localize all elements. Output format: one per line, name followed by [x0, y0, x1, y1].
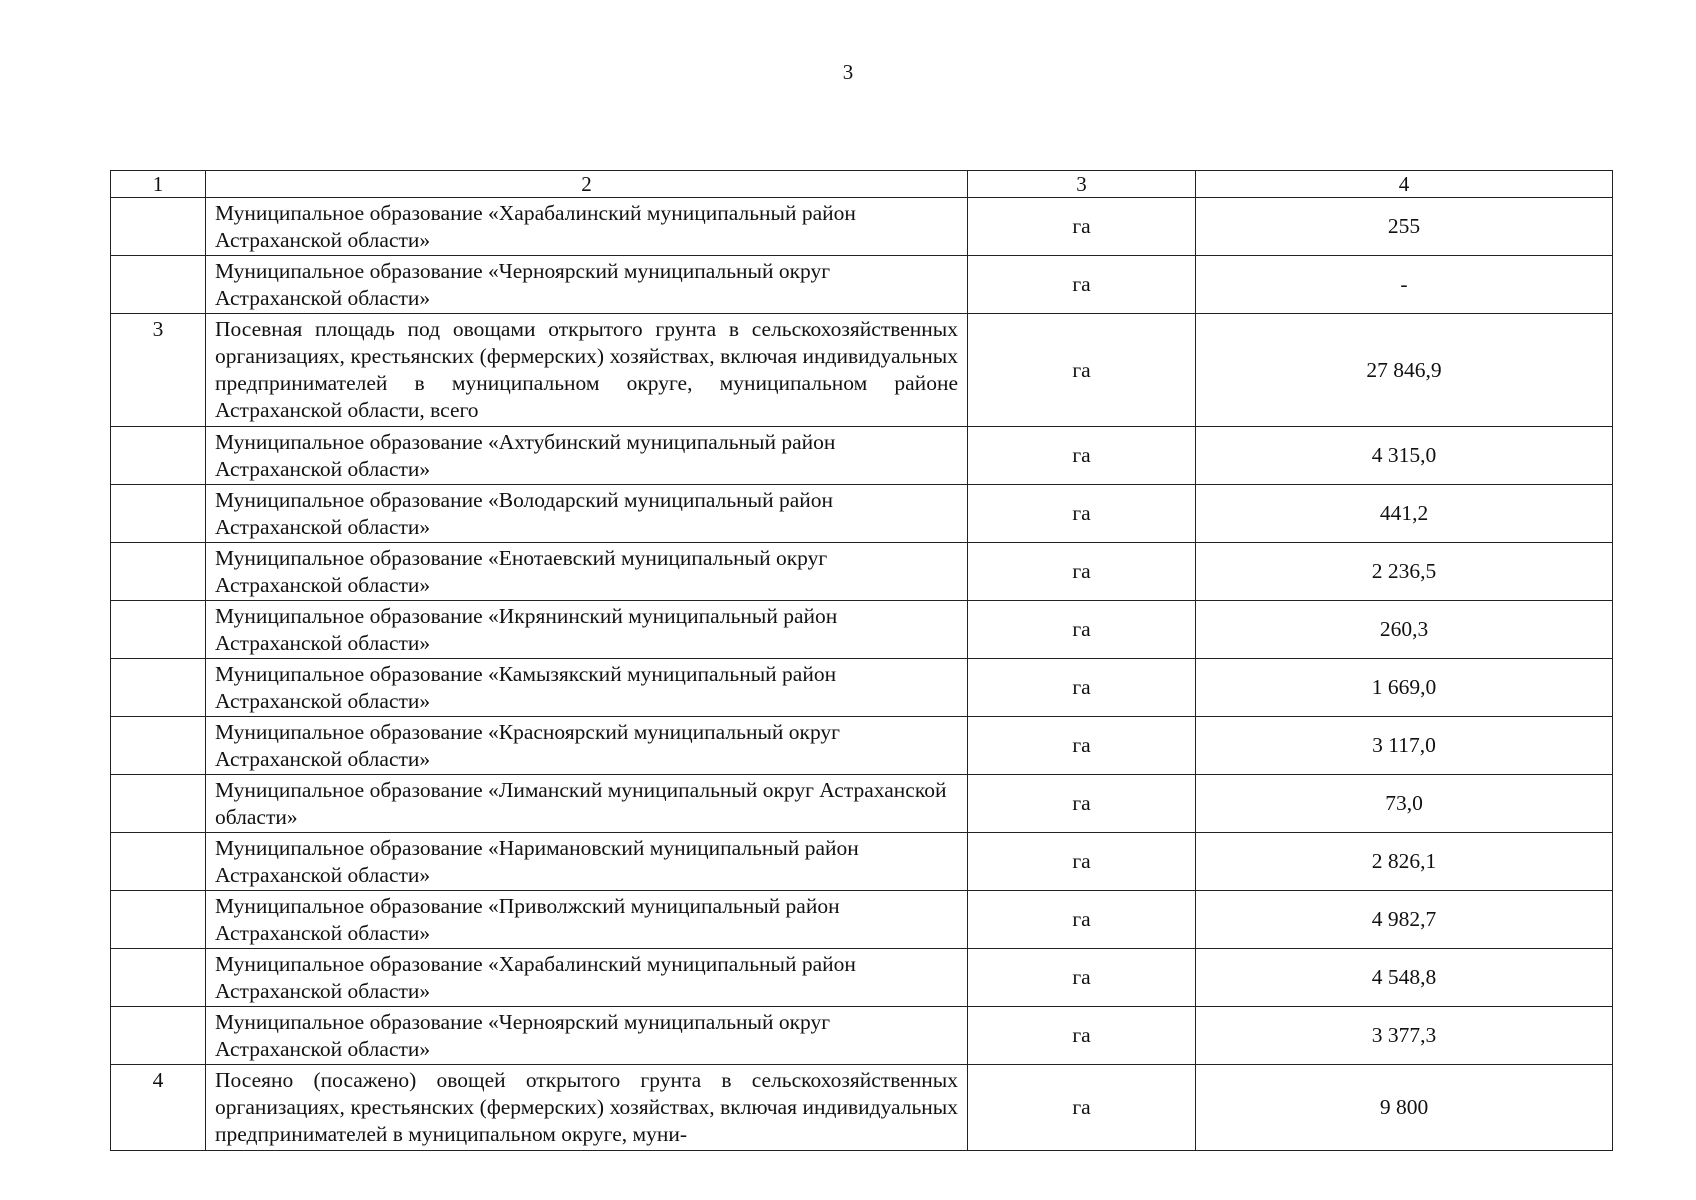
table-header-row [111, 171, 1613, 198]
row-number [111, 833, 206, 891]
row-value: 3 377,3 [1196, 1007, 1613, 1065]
row-value: 4 548,8 [1196, 949, 1613, 1007]
row-unit: га [968, 1065, 1196, 1151]
row-description: Муниципальное образование «Икрянинский муниципальный район Астраханской области» [206, 601, 968, 659]
row-number [111, 485, 206, 543]
table-row [111, 659, 1613, 717]
row-number: 4 [111, 1065, 206, 1151]
row-value: 4 982,7 [1196, 891, 1613, 949]
column-header-description: 2 [206, 171, 968, 198]
table-row [111, 543, 1613, 601]
row-number [111, 256, 206, 314]
row-unit: га [968, 659, 1196, 717]
table-row [111, 601, 1613, 659]
table-row [111, 891, 1613, 949]
row-description: Муниципальное образование «Харабалинский муниципальный район Астраханской области» [206, 198, 968, 256]
indicators-table [110, 170, 1613, 1151]
row-description: Муниципальное образование «Наримановский муниципальный район Астраханской области» [206, 833, 968, 891]
table-row [111, 1007, 1613, 1065]
table-row [111, 833, 1613, 891]
row-unit: га [968, 891, 1196, 949]
row-unit: га [968, 543, 1196, 601]
row-description: Муниципальное образование «Харабалинский муниципальный район Астраханской области» [206, 949, 968, 1007]
row-value: 4 315,0 [1196, 427, 1613, 485]
row-value: 441,2 [1196, 485, 1613, 543]
row-description: Муниципальное образование «Черноярский муниципальный округ Астраханской области» [206, 256, 968, 314]
row-number [111, 427, 206, 485]
row-description: Муниципальное образование «Лиманский муниципальный округ Астраханской области» [206, 775, 968, 833]
table-row [111, 717, 1613, 775]
column-header-unit: 3 [968, 171, 1196, 198]
table-row [111, 198, 1613, 256]
row-unit: га [968, 775, 1196, 833]
row-description: Муниципальное образование «Енотаевский муниципальный округ Астраханской области» [206, 543, 968, 601]
row-value: 27 846,9 [1196, 314, 1613, 427]
row-unit: га [968, 601, 1196, 659]
row-number [111, 717, 206, 775]
table-row [111, 949, 1613, 1007]
row-number [111, 198, 206, 256]
table-row [111, 775, 1613, 833]
row-description: Муниципальное образование «Володарский муниципальный район Астраханской области» [206, 485, 968, 543]
column-header-value: 4 [1196, 171, 1613, 198]
row-description: Муниципальное образование «Приволжский муниципальный район Астраханской области» [206, 891, 968, 949]
row-number [111, 1007, 206, 1065]
row-unit: га [968, 256, 1196, 314]
row-value: 3 117,0 [1196, 717, 1613, 775]
row-unit: га [968, 949, 1196, 1007]
row-value: 73,0 [1196, 775, 1613, 833]
row-number [111, 949, 206, 1007]
row-description: Посеяно (посажено) овощей открытого грунта в сельскохозяйственных организациях, крестьянских (фермерских) хозяйствах, включая индивидуальных предпринимателей в муниципальном округе, муни- [206, 1065, 968, 1151]
row-number [111, 659, 206, 717]
row-value: 255 [1196, 198, 1613, 256]
row-description: Муниципальное образование «Ахтубинский муниципальный район Астраханской области» [206, 427, 968, 485]
row-value: 2 236,5 [1196, 543, 1613, 601]
row-description: Посевная площадь под овощами открытого грунта в сельскохозяйственных организациях, крестьянских (фермерских) хозяйствах, включая индивидуальных предпринимателей в муниципальном округе, муниципальном районе Астраханской области, всего [206, 314, 968, 427]
row-unit: га [968, 314, 1196, 427]
table-row [111, 314, 1613, 427]
column-header-number: 1 [111, 171, 206, 198]
row-description: Муниципальное образование «Камызякский муниципальный район Астраханской области» [206, 659, 968, 717]
row-unit: га [968, 485, 1196, 543]
row-value: 1 669,0 [1196, 659, 1613, 717]
row-description: Муниципальное образование «Черноярский муниципальный округ Астраханской области» [206, 1007, 968, 1065]
row-number: 3 [111, 314, 206, 427]
row-value: 260,3 [1196, 601, 1613, 659]
table-row [111, 427, 1613, 485]
row-value: - [1196, 256, 1613, 314]
row-unit: га [968, 717, 1196, 775]
page-number: 3 [842, 60, 854, 84]
row-value: 2 826,1 [1196, 833, 1613, 891]
row-description: Муниципальное образование «Красноярский муниципальный округ Астраханской области» [206, 717, 968, 775]
row-number [111, 775, 206, 833]
row-number [111, 601, 206, 659]
row-unit: га [968, 1007, 1196, 1065]
row-value: 9 800 [1196, 1065, 1613, 1151]
table-row [111, 485, 1613, 543]
row-unit: га [968, 833, 1196, 891]
row-number [111, 891, 206, 949]
row-unit: га [968, 198, 1196, 256]
row-unit: га [968, 427, 1196, 485]
table-row [111, 256, 1613, 314]
table-row [111, 1065, 1613, 1151]
row-number [111, 543, 206, 601]
